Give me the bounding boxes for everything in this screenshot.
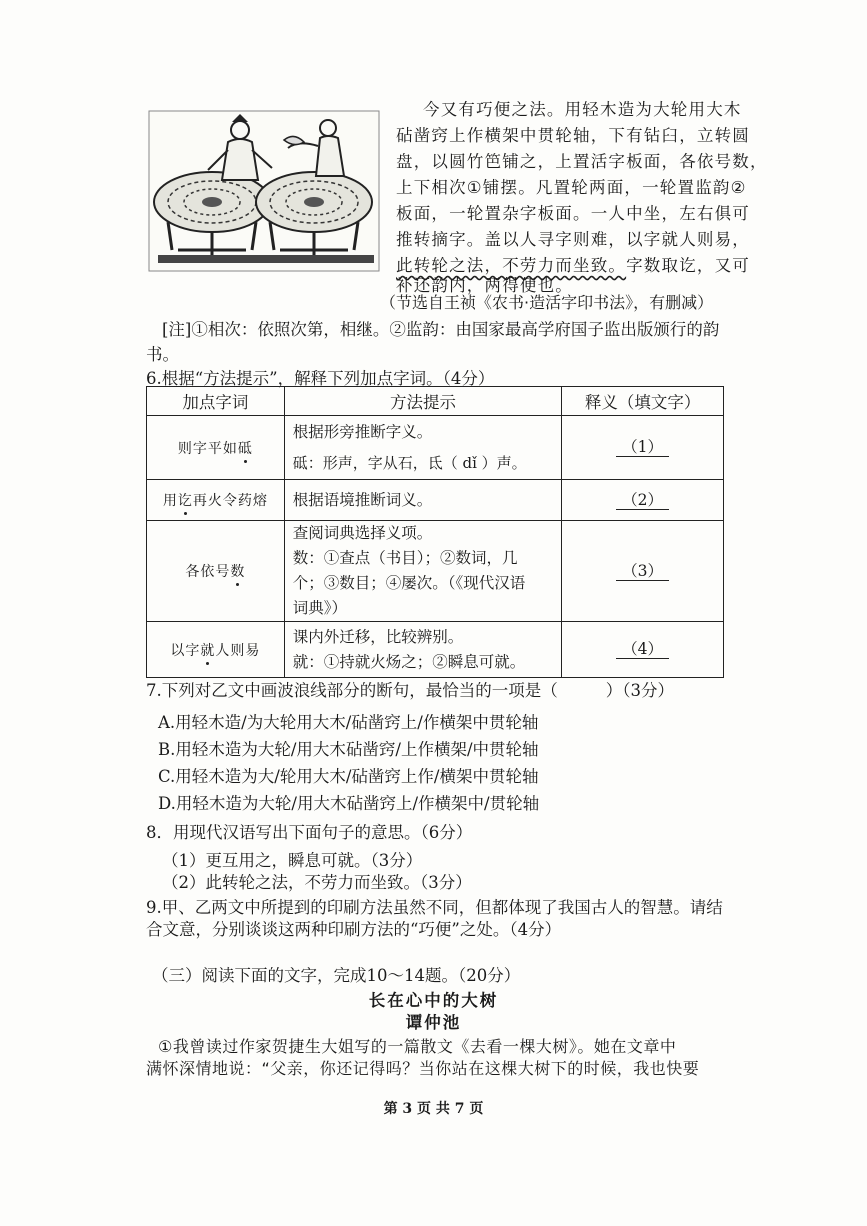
table-row [147,622,724,678]
answer-blank-1[interactable]: （1） [562,416,724,480]
hint-cell: 根据形旁推断字义。 砥：形声，字从石，氐（ dǐ ）声。 [284,416,561,480]
option-b: B.用轻木造为大轮/用大木砧凿窍/上作横架/中贯轮轴 [158,740,539,759]
section-3-heading: （三）阅读下面的文字，完成10～14题。（20分） [152,966,521,985]
passage-line-3: 盘，以圆竹笆铺之，上置活字板面，各依号数， [396,152,768,171]
question-8-item-2: （2）此转轮之法，不劳力而坐致。（3分） [162,873,472,892]
question-9-line-2: 合文意，分别谈谈这两种印刷方法的“巧便”之处。（4分） [146,920,562,939]
question-6-table [146,386,724,678]
question-8-stem: 8．用现代汉语写出下面句子的意思。（6分） [146,823,473,842]
option-d: D.用轻木造为大轮/用大木砧凿窍上/作横架中/贯轮轴 [158,794,540,813]
movable-type-wheel-illustration [148,110,380,272]
word-cell: 用讫再火令药熔 [147,480,285,521]
passage-line-2: 砧凿窍上作横架中贯轮轴，下有钻臼，立转圆 [396,126,750,145]
hint-cell: 根据语境推断词义。 [284,480,561,521]
table-row [147,521,724,622]
header-meaning: 释义（填文字） [562,387,724,416]
article-paragraph-1-line-1: ①我曾读过作家贺捷生大姐写的一篇散文《去看一棵大树》。她在文章中 [158,1037,677,1056]
option-a: A.用轻木造/为大轮用大木/砧凿窍上/作横架中贯轮轴 [158,713,539,732]
option-c: C.用轻木造为大/轮用大木/砧凿窍上作/横架中贯轮轴 [158,767,539,786]
question-7-stem: 7.下列对乙文中画波浪线部分的断句，最恰当的一项是（ ）（3分） [146,681,674,700]
header-hint: 方法提示 [284,387,561,416]
answer-blank-4[interactable]: （4） [562,622,724,678]
passage-source: （节选自王祯《农书·造活字印书法》，有删减） [380,293,714,312]
passage-line-8: 补还韵内，两得便也。 [396,276,573,295]
wavy-underlined-sentence: 此转轮之法，不劳力而坐致。 [396,256,627,275]
word-cell: 以字就人则易 [147,622,285,678]
question-9-line-1: 9.甲、乙两文中所提到的印刷方法虽然不同，但都体现了我国古人的智慧。请结 [146,898,723,917]
answer-blank-2[interactable]: （2） [562,480,724,521]
header-word: 加点字词 [147,387,285,416]
note-line-2: 书。 [146,345,179,364]
passage-line-4: 上下相次①铺摆。凡置轮两面，一轮置监韵② [396,178,747,197]
question-6-stem: 6.根据“方法提示”，解释下列加点字词。（4分） [146,369,495,388]
passage-line-6: 推转摘字。盖以人寻字则难，以字就人则易， [396,230,750,249]
article-title: 长在心中的大树 [368,991,499,1010]
hint-cell: 课内外迁移，比较辨别。 就：①持就火炀之；②瞬息可就。 [284,622,561,678]
page-footer: 第 3 页 共 7 页 [383,1101,484,1117]
note-line-1: [注]①相次：依照次第，相继。②监韵：由国家最高学府国子监出版颁行的韵 [162,320,720,339]
hint-cell: 查阅词典选择义项。 数：①查点（书目）；②数词，几 个；③数目；④屡次。（《现代汉语 词典》） [284,521,561,622]
table-row [147,480,724,521]
table-row [147,416,724,480]
answer-blank-3[interactable]: （3） [562,521,724,622]
word-cell: 各依号数 [147,521,285,622]
word-cell: 则字平如砥 [147,416,285,480]
passage-line-1: 今又有巧便之法。用轻木造为大轮用大木 [423,100,742,119]
article-author: 谭仲池 [405,1013,462,1032]
article-paragraph-1-line-2: 满怀深情地说：“父亲，你还记得吗？当你站在这棵大树下的时候，我也快要 [146,1059,700,1078]
passage-line-5: 板面，一轮置杂字板面。一人中坐，左右俱可 [396,204,750,223]
passage-line-7-tail: 字数取讫，又可 [626,256,751,275]
question-8-item-1: （1）更互用之，瞬息可就。（3分） [162,851,423,870]
table-header-row [147,387,724,416]
